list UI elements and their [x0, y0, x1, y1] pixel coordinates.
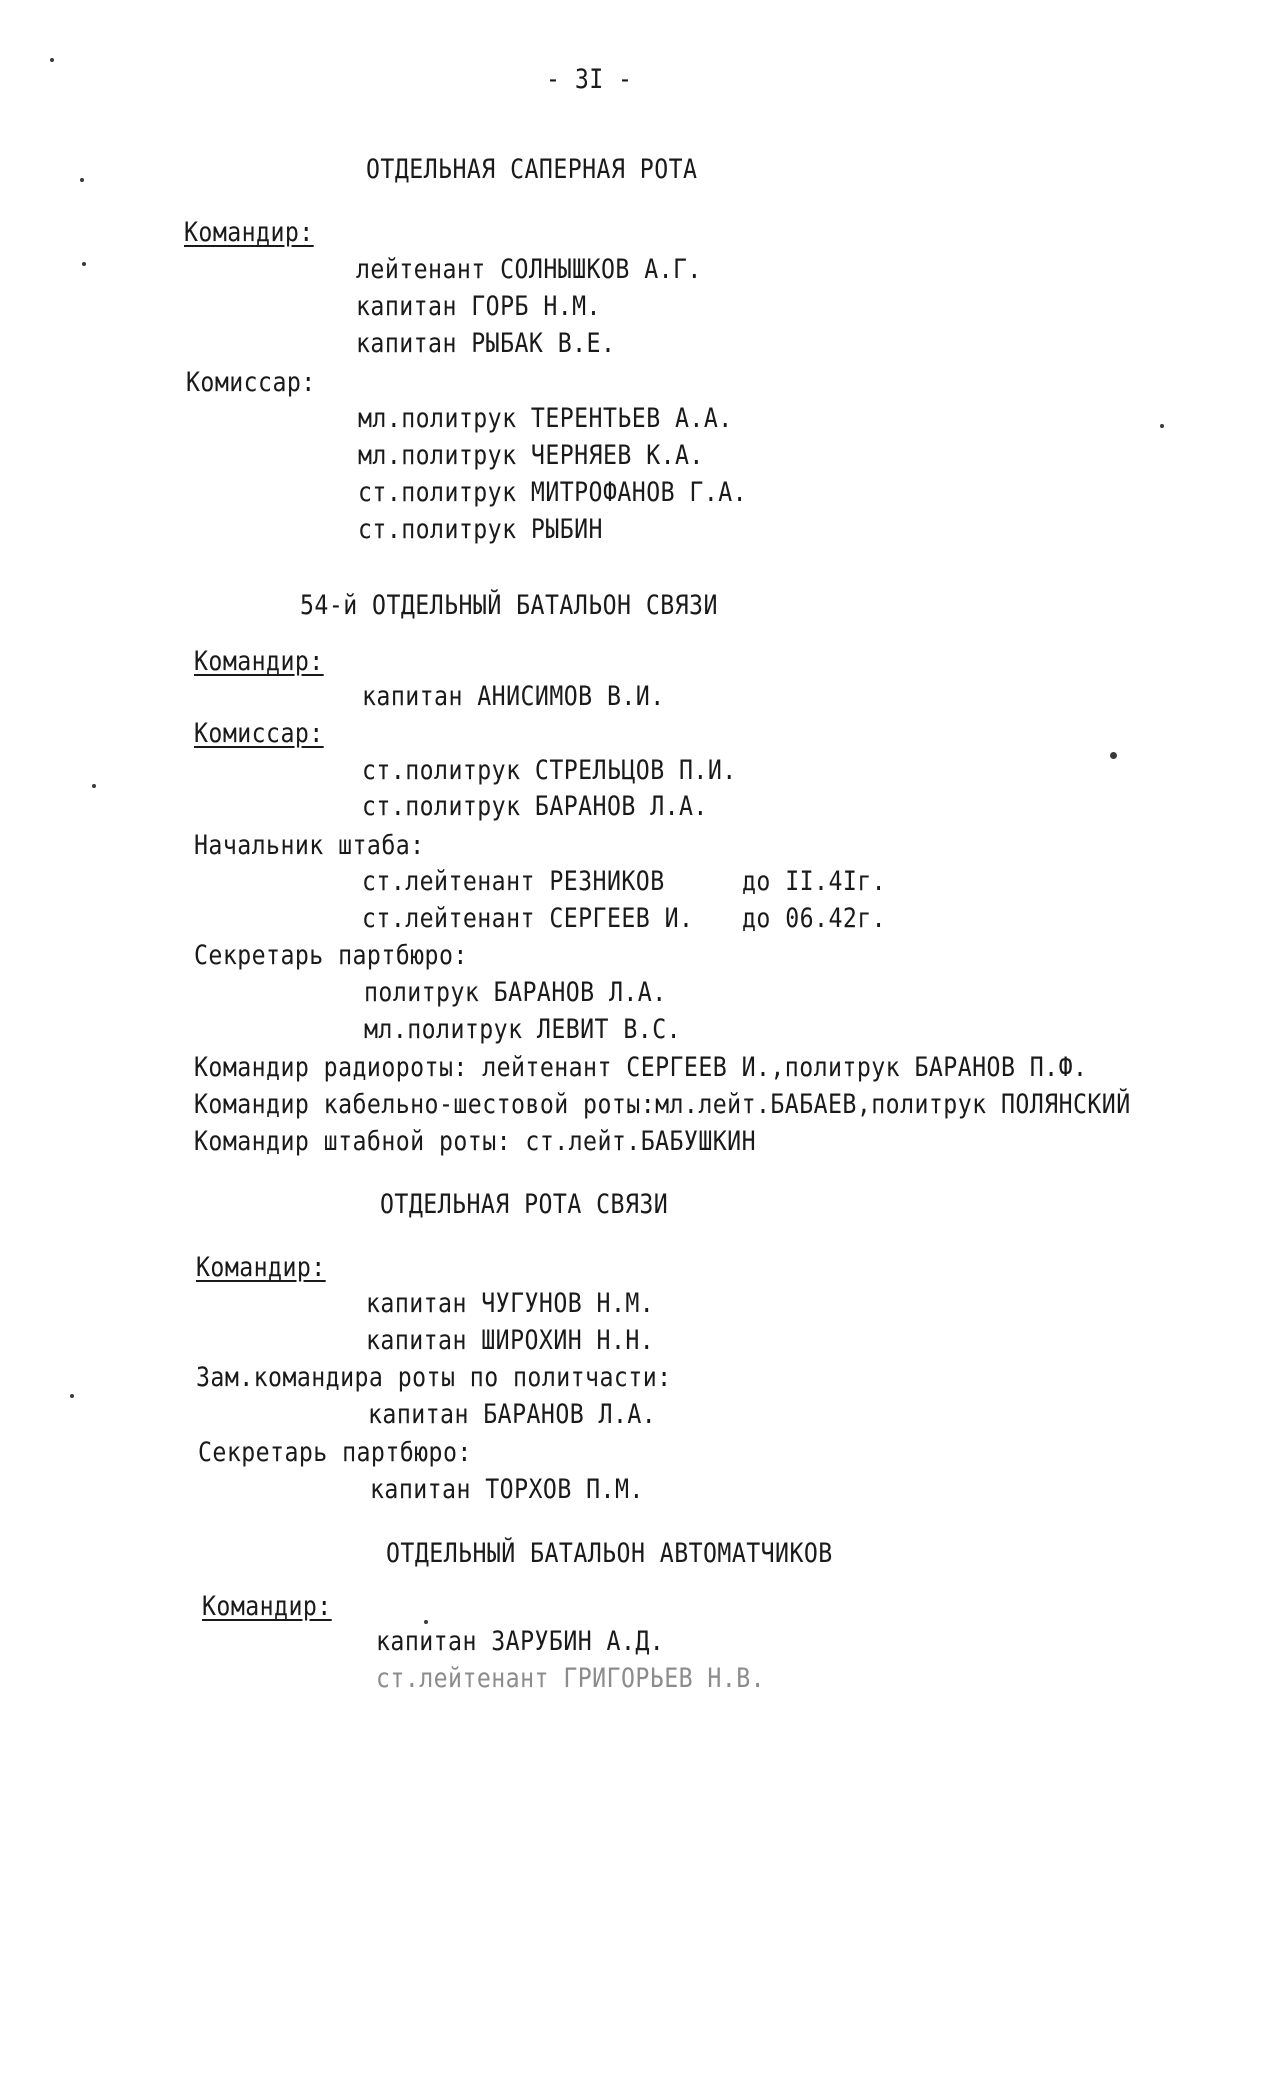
commissar-label: Комиссар: [186, 367, 316, 398]
deputy-political-entry: капитан БАРАНОВ Л.А. [368, 1399, 657, 1430]
scan-speck [1160, 424, 1164, 428]
chief-of-staff-entry: ст.лейтенант РЕЗНИКОВ [362, 866, 665, 897]
commander-entry: капитан ЗАРУБИН А.Д. [376, 1626, 665, 1657]
scan-speck [1110, 752, 1117, 759]
commander-entry: капитан АНИСИМОВ В.И. [362, 681, 665, 712]
party-secretary-entry: политрук БАРАНОВ Л.А. [364, 977, 667, 1008]
commissar-entry: мл.политрук ТЕРЕНТЬЕВ А.А. [358, 403, 733, 434]
chief-of-staff-label: Начальник штаба: [194, 830, 425, 861]
commander-label: Командир: [194, 646, 324, 677]
chief-of-staff-date: до II.4Iг. [742, 866, 887, 897]
party-secretary-entry: капитан ТОРХОВ П.М. [370, 1474, 644, 1505]
commissar-entry: ст.политрук СТРЕЛЬЦОВ П.И. [362, 755, 737, 786]
commander-entry: капитан ГОРБ Н.М. [356, 291, 601, 322]
scan-speck [92, 784, 96, 788]
commissar-entry: ст.политрук РЫБИН [358, 514, 603, 545]
commander-label: Командир: [202, 1591, 332, 1622]
party-secretary-label: Секретарь партбюро: [198, 1437, 472, 1468]
commander-entry: капитан РЫБАК В.Е. [356, 328, 616, 359]
party-secretary-entry: мл.политрук ЛЕВИТ В.С. [364, 1014, 682, 1045]
scan-speck [50, 58, 54, 62]
page-number: - 3I - [546, 64, 633, 95]
commander-label: Командир: [196, 1252, 326, 1283]
deputy-political-label: Зам.командира роты по политчасти: [196, 1362, 672, 1393]
commander-entry: лейтенант СОЛНЫШКОВ А.Г. [356, 254, 702, 285]
scan-speck [424, 1620, 428, 1624]
radio-company-note: Командир радиороты: лейтенант СЕРГЕЕВ И.,политрук БАРАНОВ П.Ф. [194, 1052, 1088, 1083]
scan-speck [82, 262, 86, 266]
staff-company-note: Командир штабной роты: ст.лейт.БАБУШКИН [194, 1126, 756, 1157]
commander-entry: капитан ЧУГУНОВ Н.М. [366, 1288, 655, 1319]
scan-speck [70, 1394, 74, 1398]
commander-label: Командир: [184, 217, 314, 248]
party-secretary-label: Секретарь партбюро: [194, 940, 468, 971]
section-title-submachine-gunner-battalion: ОТДЕЛЬНЫЙ БАТАЛЬОН АВТОМАТЧИКОВ [386, 1538, 833, 1569]
section-title-sapper-company: ОТДЕЛЬНАЯ САПЕРНАЯ РОТА [366, 154, 698, 185]
commissar-label: Комиссар: [194, 718, 324, 749]
chief-of-staff-entry: ст.лейтенант СЕРГЕЕВ И. [362, 903, 694, 934]
commissar-entry: ст.политрук БАРАНОВ Л.А. [362, 791, 708, 822]
commander-entry: капитан ШИРОХИН Н.Н. [366, 1325, 655, 1356]
scan-speck [80, 178, 84, 182]
commissar-entry: ст.политрук МИТРОФАНОВ Г.А. [358, 477, 748, 508]
commander-entry-faded: ст.лейтенант ГРИГОРЬЕВ Н.В. [376, 1663, 766, 1694]
commissar-entry: мл.политрук ЧЕРНЯЕВ К.А. [358, 440, 704, 471]
chief-of-staff-date: до 06.42г. [742, 903, 887, 934]
cable-company-note: Командир кабельно-шестовой роты:мл.лейт.БАБАЕВ,политрук ПОЛЯНСКИЙ [194, 1089, 1131, 1120]
section-title-signal-company: ОТДЕЛЬНАЯ РОТА СВЯЗИ [380, 1189, 669, 1220]
section-title-signal-battalion: 54-й ОТДЕЛЬНЫЙ БАТАЛЬОН СВЯЗИ [300, 590, 718, 621]
